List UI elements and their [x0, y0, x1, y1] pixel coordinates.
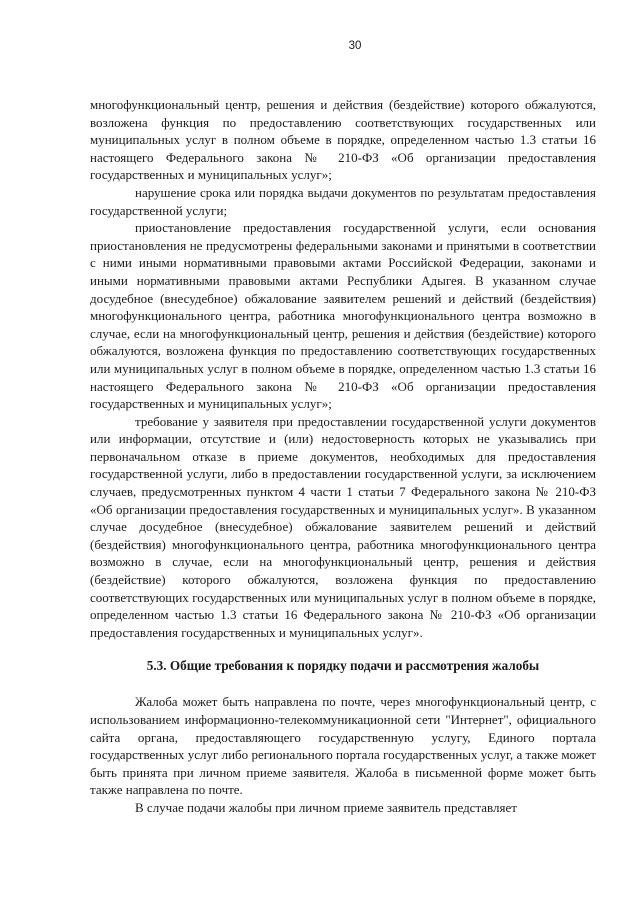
page-number: 30: [348, 40, 362, 52]
section-paragraph-1: Жалоба может быть направлена по почте, через многофункциональный центр, с использованием информационно-телекоммуникационной сети "Интернет", официального сайта органа, предоставляющего государственную услугу, Единого портала государственных услуг либо регионального портала государственных услуг, а также может быть принята при личном приеме заявителя. Жалоба в письменной форме может быть также направлена по почте.: [90, 694, 596, 798]
paragraph-4: требование у заявителя при предоставлении государственной услуги документов или информации, отсутствие и (или) недостоверность которых не указывались при первоначальном отказе в приеме документов, необходимых для предоставления государственной услуги, либо в предоставлении государственной услуги, за исключением случаев, предусмотренных пунктом 4 части 1 статьи 7 Федерального закона № 210-ФЗ «Об организации предоставления государственных и муниципальных услуг». В указанном случае досудебное (внесудебное) обжалование заявителем решений и действий (бездействия) многофункционального центра, работника многофункционального центра возможно в случае, если на многофункциональный центр, решения и действия (бездействие) которого обжалуются, возложена функция по предоставлению соответствующих государственных или муниципальных услуг в полном объеме в порядке, определенном частью 1.3 статьи 16 Федерального закона № 210-ФЗ «Об организации предоставления государственных и муниципальных услуг».: [90, 413, 596, 640]
paragraph-3: приостановление предоставления государственной услуги, если основания приостановления не предусмотрены федеральными законами и принятыми в соответствии с ними иными нормативными правовыми актами Российской Федерации, законами и иными нормативными правовыми актами Республики Адыгея. В указанном случае досудебное (внесудебное) обжалование заявителем решений и действий (бездействия) многофункционального центра, работника многофункционального центра возможно в случае, если на многофункциональный центр, решения и действия (бездействие) которого обжалуются, возложена функция по предоставлению соответствующих государственных или муниципальных услуг в полном объеме в порядке, определенном частью 1.3 статьи 16 настоящего Федерального закона № 210-ФЗ «Об организации предоставления государственных и муниципальных услуг»;: [90, 220, 596, 412]
section-heading: 5.3. Общие требования к порядку подачи и рассмотрения жалобы: [146, 658, 540, 674]
paragraph-2: нарушение срока или порядка выдачи документов по результатам предоставления государственной услуги;: [90, 184, 596, 218]
paragraph-1: многофункциональный центр, решения и действия (бездействие) которого обжалуются, возложена функция по предоставлению соответствующих государственных или муниципальных услуг в полном объеме в порядке, определенном частью 1.3 статьи 16 настоящего Федерального закона № 210-ФЗ «Об организации предоставления государственных и муниципальных услуг»;: [90, 97, 596, 183]
section-paragraph-2: В случае подачи жалобы при личном приеме заявитель представляет: [135, 799, 517, 815]
